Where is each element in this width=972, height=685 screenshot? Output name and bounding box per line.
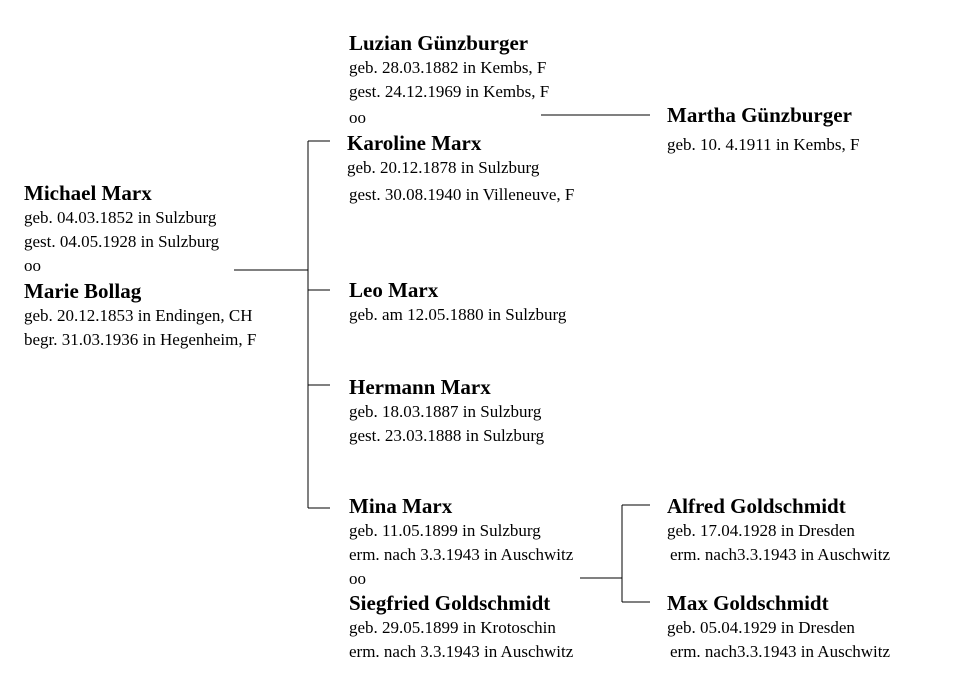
person-name: Karoline Marx — [347, 131, 482, 155]
person-birth: geb. 20.12.1853 in Endingen, CH — [24, 306, 253, 325]
person-death: gest. 23.03.1888 in Sulzburg — [349, 426, 545, 445]
person-name: Hermann Marx — [349, 375, 491, 399]
person-death: gest. 04.05.1928 in Sulzburg — [24, 232, 220, 251]
person-name: Luzian Günzburger — [349, 31, 529, 55]
person-name: Siegfried Goldschmidt — [349, 591, 551, 615]
person-name: Marie Bollag — [24, 279, 142, 303]
person-birth: geb. am 12.05.1880 in Sulzburg — [349, 305, 567, 324]
person-death: gest. 24.12.1969 in Kembs, F — [349, 82, 550, 101]
person-birth: geb. 18.03.1887 in Sulzburg — [349, 402, 542, 421]
person-birth: geb. 20.12.1878 in Sulzburg — [347, 158, 540, 177]
person-birth: geb. 04.03.1852 in Sulzburg — [24, 208, 217, 227]
person-name: Alfred Goldschmidt — [667, 494, 846, 518]
person-birth: geb. 28.03.1882 in Kembs, F — [349, 58, 547, 77]
person-death: erm. nach3.3.1943 in Auschwitz — [670, 642, 891, 661]
person-birth: geb. 05.04.1929 in Dresden — [667, 618, 855, 637]
marriage-symbol: oo — [349, 108, 366, 127]
person-name: Mina Marx — [349, 494, 453, 518]
person-name: Leo Marx — [349, 278, 439, 302]
person-burial: begr. 31.03.1936 in Hegenheim, F — [24, 330, 257, 349]
person-name: Michael Marx — [24, 181, 152, 205]
person-birth: geb. 10. 4.1911 in Kembs, F — [667, 135, 860, 154]
marriage-symbol: oo — [349, 569, 366, 588]
person-death: gest. 30.08.1940 in Villeneuve, F — [349, 185, 575, 204]
person-birth: geb. 29.05.1899 in Krotoschin — [349, 618, 556, 637]
person-death: erm. nach 3.3.1943 in Auschwitz — [349, 545, 574, 564]
person-name: Max Goldschmidt — [667, 591, 829, 615]
person-name: Martha Günzburger — [667, 103, 852, 127]
person-birth: geb. 17.04.1928 in Dresden — [667, 521, 855, 540]
person-death: erm. nach 3.3.1943 in Auschwitz — [349, 642, 574, 661]
person-death: erm. nach3.3.1943 in Auschwitz — [670, 545, 891, 564]
person-birth: geb. 11.05.1899 in Sulzburg — [349, 521, 541, 540]
marriage-symbol: oo — [24, 256, 41, 275]
